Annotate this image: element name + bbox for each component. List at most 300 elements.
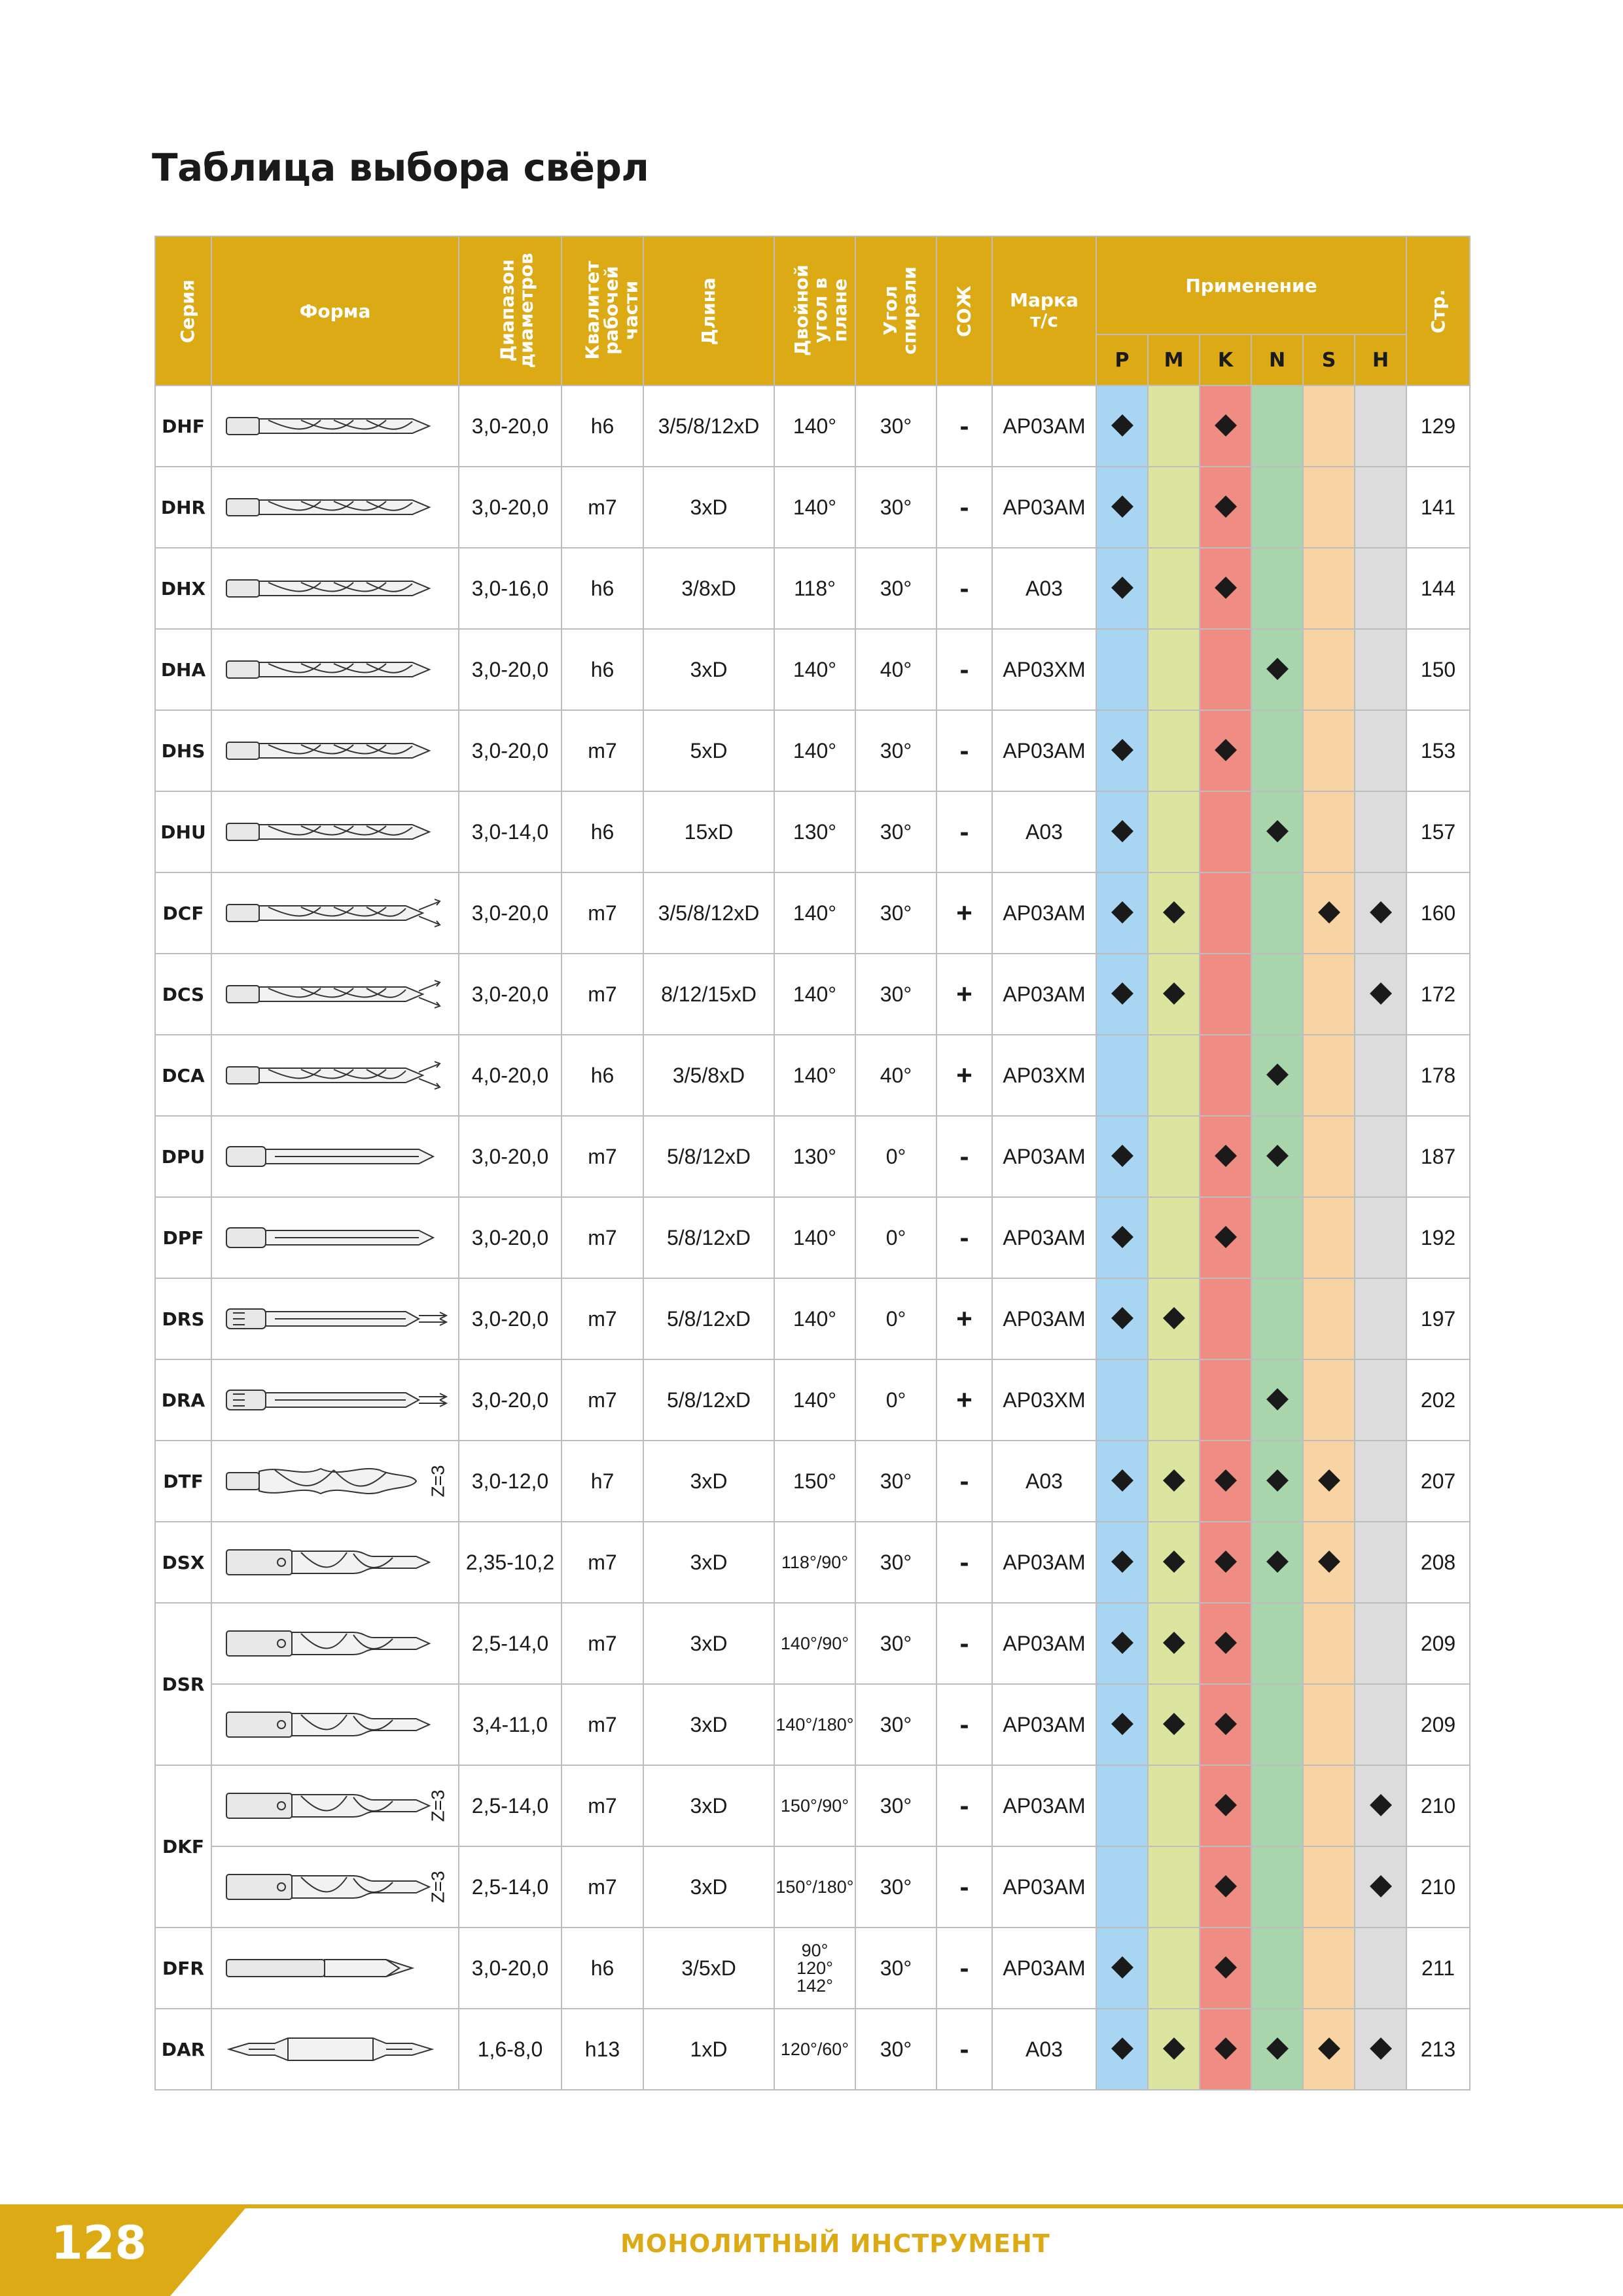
material-m-cell <box>1148 386 1200 467</box>
material-s-cell <box>1303 1116 1355 1197</box>
helix-cell: 0° <box>855 1197 936 1278</box>
quality-cell: h7 <box>562 1441 643 1522</box>
table-row <box>155 1278 1470 1359</box>
material-n-cell <box>1251 2009 1303 2090</box>
page-ref-cell: 129 <box>1406 386 1470 467</box>
coolant-cell: + <box>936 1278 992 1359</box>
length-cell: 3xD <box>643 467 774 548</box>
material-n-cell <box>1251 791 1303 872</box>
diamond-icon <box>1318 2037 1340 2060</box>
length-cell: 8/12/15xD <box>643 954 774 1035</box>
diameter-cell: 4,0-20,0 <box>459 1035 562 1116</box>
drill-flat-icon <box>223 1945 448 1991</box>
footer-section-title: МОНОЛИТНЫЙ ИНСТРУМЕНТ <box>620 2229 1050 2258</box>
table-row <box>155 1441 1470 1522</box>
table-row <box>155 1522 1470 1603</box>
diameter-cell: 2,5-14,0 <box>459 1603 562 1684</box>
series-cell: DFR <box>155 1928 211 2009</box>
series-cell: DCA <box>155 1035 211 1116</box>
drill-center-icon <box>223 2026 448 2072</box>
material-n-cell <box>1251 1522 1303 1603</box>
page-ref-cell: 141 <box>1406 467 1470 548</box>
table-row <box>155 872 1470 954</box>
material-m-cell <box>1148 629 1200 710</box>
material-h-cell <box>1355 1441 1406 1522</box>
material-s-cell <box>1303 791 1355 872</box>
material-s-cell <box>1303 548 1355 629</box>
drill-coolant-icon <box>223 1052 448 1098</box>
helix-cell: 30° <box>855 1846 936 1928</box>
series-cell: DTF <box>155 1441 211 1522</box>
helix-cell: 30° <box>855 1522 936 1603</box>
header-angle: Двойной угол в плане <box>774 236 855 386</box>
material-n-cell <box>1251 1441 1303 1522</box>
material-p-cell <box>1096 1765 1148 1846</box>
material-h-cell <box>1355 1035 1406 1116</box>
table-row <box>155 548 1470 629</box>
diamond-icon <box>1266 1064 1289 1086</box>
angle-cell: 140° <box>774 629 855 710</box>
grade-cell: AP03AM <box>992 1603 1096 1684</box>
drill-shape-cell <box>211 2009 459 2090</box>
grade-cell: AP03AM <box>992 386 1096 467</box>
coolant-cell: - <box>936 1684 992 1765</box>
material-k-cell <box>1200 954 1251 1035</box>
material-p-cell <box>1096 2009 1148 2090</box>
material-h-cell <box>1355 467 1406 548</box>
header-material-s: S <box>1303 334 1355 386</box>
table-row <box>155 1116 1470 1197</box>
quality-cell: m7 <box>562 1765 643 1846</box>
material-n-cell <box>1251 386 1303 467</box>
coolant-cell: - <box>936 2009 992 2090</box>
drill-straight-icon <box>223 809 448 855</box>
diamond-icon <box>1266 1145 1289 1167</box>
angle-cell: 140° <box>774 386 855 467</box>
series-cell: DPF <box>155 1197 211 1278</box>
quality-cell: h6 <box>562 1928 643 2009</box>
series-cell: DRS <box>155 1278 211 1359</box>
material-k-cell <box>1200 791 1251 872</box>
angle-cell: 150°/90° <box>774 1765 855 1846</box>
series-cell: DAR <box>155 2009 211 2090</box>
coolant-cell: - <box>936 791 992 872</box>
quality-cell: m7 <box>562 1359 643 1441</box>
diamond-icon <box>1215 2037 1237 2060</box>
diamond-icon <box>1215 1875 1237 1897</box>
drill-coolant-icon <box>223 971 448 1017</box>
angle-cell: 150°/180° <box>774 1846 855 1928</box>
material-m-cell <box>1148 1197 1200 1278</box>
header-length: Длина <box>643 236 774 386</box>
material-n-cell <box>1251 1765 1303 1846</box>
material-h-cell <box>1355 1522 1406 1603</box>
drill-shape-cell <box>211 1765 459 1846</box>
helix-cell: 30° <box>855 791 936 872</box>
drill-shape-cell <box>211 629 459 710</box>
series-cell: DCF <box>155 872 211 954</box>
diameter-cell: 3,0-14,0 <box>459 791 562 872</box>
drill-straight-icon <box>223 565 448 611</box>
length-cell: 5xD <box>643 710 774 791</box>
material-s-cell <box>1303 1522 1355 1603</box>
grade-cell: AP03AM <box>992 1765 1096 1846</box>
diameter-cell: 2,35-10,2 <box>459 1522 562 1603</box>
table-row <box>155 954 1470 1035</box>
helix-cell: 30° <box>855 2009 936 2090</box>
diamond-icon <box>1111 739 1133 761</box>
page-ref-cell: 157 <box>1406 791 1470 872</box>
diameter-cell: 3,0-20,0 <box>459 1359 562 1441</box>
diamond-icon <box>1370 1875 1392 1897</box>
series-cell: DHA <box>155 629 211 710</box>
quality-cell: m7 <box>562 1684 643 1765</box>
helix-cell: 40° <box>855 629 936 710</box>
diamond-icon <box>1266 1551 1289 1573</box>
material-p-cell <box>1096 548 1148 629</box>
material-k-cell <box>1200 2009 1251 2090</box>
material-k-cell <box>1200 1035 1251 1116</box>
length-cell: 3xD <box>643 1846 774 1928</box>
table-row <box>155 2009 1470 2090</box>
grade-cell: AP03XM <box>992 1035 1096 1116</box>
drill-shape-cell <box>211 386 459 467</box>
coolant-cell: - <box>936 1522 992 1603</box>
diameter-cell: 3,0-20,0 <box>459 1928 562 2009</box>
material-n-cell <box>1251 467 1303 548</box>
page-ref-cell: 144 <box>1406 548 1470 629</box>
material-m-cell <box>1148 1441 1200 1522</box>
angle-cell: 140° <box>774 1359 855 1441</box>
diamond-icon <box>1266 1469 1289 1492</box>
page-ref-cell: 208 <box>1406 1522 1470 1603</box>
drill-straight-flute-icon <box>223 1215 448 1261</box>
series-cell: DHX <box>155 548 211 629</box>
material-n-cell <box>1251 954 1303 1035</box>
diamond-icon <box>1215 1551 1237 1573</box>
series-cell: DPU <box>155 1116 211 1197</box>
diamond-icon <box>1163 1713 1185 1735</box>
coolant-cell: - <box>936 1603 992 1684</box>
diamond-icon <box>1266 2037 1289 2060</box>
diamond-icon <box>1163 982 1185 1005</box>
material-s-cell <box>1303 1928 1355 2009</box>
angle-cell: 118°/90° <box>774 1522 855 1603</box>
diamond-icon <box>1215 577 1237 599</box>
length-cell: 3/5/8xD <box>643 1035 774 1116</box>
diamond-icon <box>1111 901 1133 924</box>
page-ref-cell: 178 <box>1406 1035 1470 1116</box>
material-s-cell <box>1303 386 1355 467</box>
diamond-icon <box>1111 577 1133 599</box>
diamond-icon <box>1111 820 1133 842</box>
page-ref-cell: 192 <box>1406 1197 1470 1278</box>
diamond-icon <box>1163 901 1185 924</box>
grade-cell: AP03AM <box>992 1928 1096 2009</box>
coolant-cell: + <box>936 1035 992 1116</box>
material-p-cell <box>1096 1603 1148 1684</box>
drill-straight-flute-coolant-icon <box>223 1296 448 1342</box>
material-s-cell <box>1303 1278 1355 1359</box>
material-p-cell <box>1096 1928 1148 2009</box>
material-m-cell <box>1148 710 1200 791</box>
material-k-cell <box>1200 1928 1251 2009</box>
material-s-cell <box>1303 1765 1355 1846</box>
diameter-cell: 3,0-20,0 <box>459 710 562 791</box>
helix-cell: 30° <box>855 710 936 791</box>
material-h-cell <box>1355 1197 1406 1278</box>
angle-cell: 130° <box>774 1116 855 1197</box>
material-h-cell <box>1355 1278 1406 1359</box>
diamond-icon <box>1215 1632 1237 1654</box>
material-h-cell <box>1355 872 1406 954</box>
material-m-cell <box>1148 1522 1200 1603</box>
material-n-cell <box>1251 629 1303 710</box>
quality-cell: h6 <box>562 791 643 872</box>
series-cell: DHU <box>155 791 211 872</box>
material-h-cell <box>1355 386 1406 467</box>
diamond-icon <box>1215 739 1237 761</box>
drill-step-icon <box>223 1783 448 1829</box>
material-k-cell <box>1200 1684 1251 1765</box>
grade-cell: AP03AM <box>992 710 1096 791</box>
material-h-cell <box>1355 2009 1406 2090</box>
length-cell: 5/8/12xD <box>643 1359 774 1441</box>
helix-cell: 0° <box>855 1359 936 1441</box>
diamond-icon <box>1111 495 1133 518</box>
quality-cell: m7 <box>562 1116 643 1197</box>
flute-count-label: Z=3 <box>427 1871 448 1903</box>
material-m-cell <box>1148 954 1200 1035</box>
material-m-cell <box>1148 1116 1200 1197</box>
material-p-cell <box>1096 954 1148 1035</box>
drill-shape-cell <box>211 872 459 954</box>
coolant-cell: + <box>936 872 992 954</box>
material-m-cell <box>1148 1928 1200 2009</box>
coolant-cell: + <box>936 954 992 1035</box>
diameter-cell: 3,0-20,0 <box>459 872 562 954</box>
coolant-cell: - <box>936 548 992 629</box>
quality-cell: m7 <box>562 467 643 548</box>
drill-shape-cell <box>211 548 459 629</box>
diameter-cell: 3,0-20,0 <box>459 629 562 710</box>
header-grade: Марка т/с <box>992 236 1096 386</box>
material-h-cell <box>1355 1928 1406 2009</box>
angle-cell: 120°/60° <box>774 2009 855 2090</box>
material-p-cell <box>1096 710 1148 791</box>
length-cell: 3/5/8/12xD <box>643 386 774 467</box>
material-p-cell <box>1096 1035 1148 1116</box>
diamond-icon <box>1111 1307 1133 1329</box>
page-ref-cell: 211 <box>1406 1928 1470 2009</box>
material-k-cell <box>1200 1197 1251 1278</box>
helix-cell: 0° <box>855 1278 936 1359</box>
material-h-cell <box>1355 954 1406 1035</box>
drill-straight-flute-icon <box>223 1134 448 1179</box>
drill-shape-cell <box>211 1522 459 1603</box>
page-ref-cell: 153 <box>1406 710 1470 791</box>
coolant-cell: - <box>936 710 992 791</box>
series-cell: DHF <box>155 386 211 467</box>
drill-shape-cell <box>211 791 459 872</box>
material-n-cell <box>1251 1197 1303 1278</box>
drill-shape-cell <box>211 1278 459 1359</box>
diamond-icon <box>1370 982 1392 1005</box>
helix-cell: 30° <box>855 1928 936 2009</box>
diamond-icon <box>1266 1388 1289 1410</box>
diamond-icon <box>1111 982 1133 1005</box>
angle-cell: 140° <box>774 710 855 791</box>
drill-straight-icon <box>223 484 448 530</box>
material-k-cell <box>1200 1846 1251 1928</box>
coolant-cell: + <box>936 1359 992 1441</box>
drill-selection-table <box>154 236 1471 2090</box>
diameter-cell: 3,0-20,0 <box>459 386 562 467</box>
material-s-cell <box>1303 629 1355 710</box>
page-ref-cell: 160 <box>1406 872 1470 954</box>
material-n-cell <box>1251 548 1303 629</box>
header-material-p: P <box>1096 334 1148 386</box>
quality-cell: h6 <box>562 629 643 710</box>
length-cell: 3/8xD <box>643 548 774 629</box>
material-h-cell <box>1355 710 1406 791</box>
material-p-cell <box>1096 1197 1148 1278</box>
length-cell: 1xD <box>643 2009 774 2090</box>
material-s-cell <box>1303 954 1355 1035</box>
length-cell: 3xD <box>643 1522 774 1603</box>
diamond-icon <box>1111 1469 1133 1492</box>
material-s-cell <box>1303 1359 1355 1441</box>
material-k-cell <box>1200 872 1251 954</box>
series-cell: DSX <box>155 1522 211 1603</box>
table-row <box>155 1359 1470 1441</box>
material-m-cell <box>1148 1359 1200 1441</box>
material-p-cell <box>1096 1116 1148 1197</box>
angle-cell: 140° <box>774 954 855 1035</box>
drill-shape-cell <box>211 1684 459 1765</box>
helix-cell: 30° <box>855 1603 936 1684</box>
page-ref-cell: 209 <box>1406 1684 1470 1765</box>
grade-cell: AP03XM <box>992 629 1096 710</box>
material-k-cell <box>1200 710 1251 791</box>
material-k-cell <box>1200 1116 1251 1197</box>
grade-cell: AP03AM <box>992 467 1096 548</box>
material-s-cell <box>1303 1197 1355 1278</box>
material-s-cell <box>1303 1603 1355 1684</box>
diameter-cell: 3,4-11,0 <box>459 1684 562 1765</box>
material-k-cell <box>1200 1522 1251 1603</box>
grade-cell: A03 <box>992 791 1096 872</box>
diameter-cell: 3,0-12,0 <box>459 1441 562 1522</box>
coolant-cell: - <box>936 1116 992 1197</box>
page-ref-cell: 213 <box>1406 2009 1470 2090</box>
coolant-cell: - <box>936 1441 992 1522</box>
header-shape: Форма <box>211 236 459 386</box>
grade-cell: AP03AM <box>992 1522 1096 1603</box>
coolant-cell: - <box>936 1846 992 1928</box>
coolant-cell: - <box>936 1197 992 1278</box>
table-body <box>155 386 1470 2090</box>
table-row <box>155 1603 1470 1684</box>
angle-cell: 140° <box>774 872 855 954</box>
material-n-cell <box>1251 1684 1303 1765</box>
diamond-icon <box>1215 495 1237 518</box>
diamond-icon <box>1266 820 1289 842</box>
page-ref-cell: 210 <box>1406 1846 1470 1928</box>
series-cell: DKF <box>155 1765 211 1928</box>
material-k-cell <box>1200 629 1251 710</box>
page-title: Таблица выбора свёрл <box>152 145 649 190</box>
material-s-cell <box>1303 467 1355 548</box>
diamond-icon <box>1370 1794 1392 1816</box>
drill-shape-cell <box>211 1116 459 1197</box>
length-cell: 3xD <box>643 1765 774 1846</box>
material-p-cell <box>1096 629 1148 710</box>
drill-shape-cell <box>211 954 459 1035</box>
page-ref-cell: 209 <box>1406 1603 1470 1684</box>
material-n-cell <box>1251 710 1303 791</box>
drill-straight-icon <box>223 403 448 449</box>
quality-cell: h6 <box>562 1035 643 1116</box>
page-ref-cell: 207 <box>1406 1441 1470 1522</box>
material-p-cell <box>1096 872 1148 954</box>
material-h-cell <box>1355 629 1406 710</box>
material-n-cell <box>1251 1928 1303 2009</box>
material-n-cell <box>1251 1116 1303 1197</box>
quality-cell: m7 <box>562 710 643 791</box>
grade-cell: A03 <box>992 2009 1096 2090</box>
quality-cell: m7 <box>562 954 643 1035</box>
grade-cell: AP03AM <box>992 1684 1096 1765</box>
diamond-icon <box>1111 1956 1133 1979</box>
material-s-cell <box>1303 710 1355 791</box>
helix-cell: 30° <box>855 954 936 1035</box>
diameter-cell: 3,0-20,0 <box>459 1278 562 1359</box>
diamond-icon <box>1370 2037 1392 2060</box>
angle-cell: 140° <box>774 1035 855 1116</box>
material-h-cell <box>1355 548 1406 629</box>
diameter-cell: 2,5-14,0 <box>459 1846 562 1928</box>
table-row <box>155 1035 1470 1116</box>
drill-straight-flute-coolant-icon <box>223 1377 448 1423</box>
diamond-icon <box>1163 1551 1185 1573</box>
material-s-cell <box>1303 2009 1355 2090</box>
drill-step-icon <box>223 1539 448 1585</box>
header-series: Серия <box>155 236 211 386</box>
diamond-icon <box>1215 1713 1237 1735</box>
quality-cell: h6 <box>562 386 643 467</box>
diamond-icon <box>1266 658 1289 680</box>
helix-cell: 30° <box>855 1684 936 1765</box>
series-cell: DCS <box>155 954 211 1035</box>
drill-straight-icon <box>223 647 448 692</box>
material-k-cell <box>1200 467 1251 548</box>
diamond-icon <box>1318 1469 1340 1492</box>
material-m-cell <box>1148 548 1200 629</box>
grade-cell: AP03AM <box>992 1278 1096 1359</box>
material-k-cell <box>1200 1278 1251 1359</box>
material-n-cell <box>1251 1035 1303 1116</box>
material-h-cell <box>1355 1603 1406 1684</box>
series-cell: DHR <box>155 467 211 548</box>
helix-cell: 0° <box>855 1116 936 1197</box>
diamond-icon <box>1111 414 1133 437</box>
drill-step-icon <box>223 1864 448 1910</box>
drill-straight-icon <box>223 728 448 774</box>
length-cell: 3xD <box>643 1603 774 1684</box>
quality-cell: m7 <box>562 1197 643 1278</box>
diamond-icon <box>1163 1307 1185 1329</box>
